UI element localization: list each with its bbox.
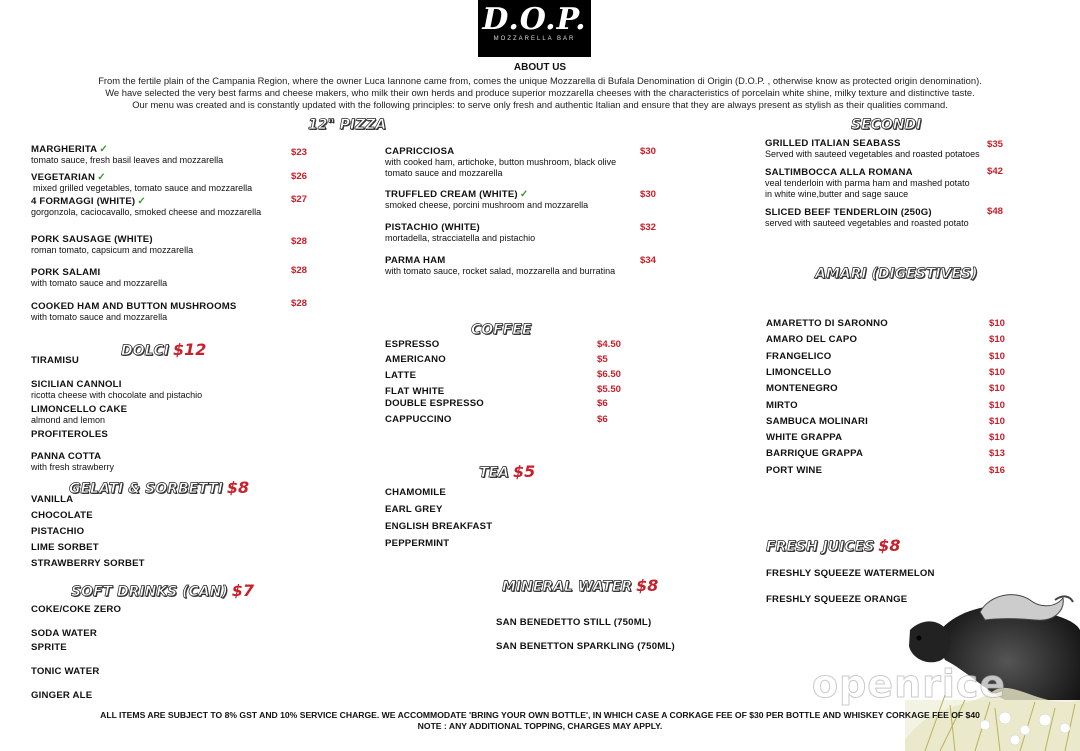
item-desc: in white wine,butter and sage sauce xyxy=(765,189,909,199)
logo-brand: D.O.P. xyxy=(482,2,587,37)
item-name: PISTACHIO (WHITE) xyxy=(385,222,480,233)
gelati-item: STRAWBERRY SORBET xyxy=(31,558,145,569)
item-desc: roman tomato, capsicum and mozzarella xyxy=(31,245,194,255)
item-price: $28 xyxy=(291,265,308,276)
mineral-water-item: SAN BENEDETTO STILL (750ML) xyxy=(496,617,652,628)
coffee-item: CAPPUCCINO xyxy=(385,414,452,425)
dolci-item: PANNA COTTA with fresh strawberry xyxy=(31,451,115,472)
juice-item: FRESHLY SQUEEZE ORANGE xyxy=(766,594,908,605)
amari-item: LIMONCELLO xyxy=(766,366,832,378)
item-desc: with tomato sauce, rocket salad, mozzarella and burratina xyxy=(385,266,616,276)
item-desc: smoked cheese, porcini mushroom and mozzarella xyxy=(385,200,589,210)
coffee-price: $6 xyxy=(597,414,608,425)
vegetarian-icon: ✓ xyxy=(99,144,108,155)
dolci-item: LIMONCELLO CAKE almond and lemon xyxy=(31,404,128,425)
juices-price: $8 xyxy=(878,536,901,555)
footer xyxy=(0,710,1080,732)
about-title: ABOUT US xyxy=(513,62,567,73)
menu-item xyxy=(385,146,616,179)
dolci-price: $12 xyxy=(172,340,207,359)
coffee-price: $5.50 xyxy=(597,384,622,395)
amari-item: WHITE GRAPPA xyxy=(766,432,843,444)
amari-item: MONTENEGRO xyxy=(766,383,838,395)
gelati-item: PISTACHIO xyxy=(31,526,85,537)
vegetarian-icon: ✓ xyxy=(137,196,146,207)
tea-item: ENGLISH BREAKFAST xyxy=(385,521,493,532)
about-line: We have selected the very best farms and cheese makers, who milk their own herds and produce superior mozzarella cheeses with the characteristics of porcelain white shine, milky texture and distinctive taste. xyxy=(105,87,975,98)
logo-sub: MOZZARELLA BAR xyxy=(493,36,576,42)
item-desc: tomato sauce, fresh basil leaves and mozzarella xyxy=(31,155,224,165)
menu-item xyxy=(385,189,588,211)
coffee-item: AMERICANO xyxy=(385,354,446,365)
menu-item xyxy=(765,167,970,200)
coffee-price: $4.50 xyxy=(597,339,622,350)
menu-item xyxy=(31,234,193,256)
item-name: PORK SAUSAGE (WHITE) xyxy=(31,234,153,245)
vegetarian-icon: ✓ xyxy=(97,172,106,183)
pizza-heading: 12" PIZZA xyxy=(308,117,387,133)
amari-item: AMARETTO DI SARONNO xyxy=(766,318,888,329)
amari-price: $10 xyxy=(989,334,1006,346)
item-name: 4 FORMAGGI (WHITE) xyxy=(31,196,136,207)
mineral-water-price: $8 xyxy=(636,576,659,595)
item-name: CAPRICCIOSA xyxy=(385,146,455,157)
menu-item xyxy=(765,207,969,229)
amari-item: MIRTO xyxy=(766,399,798,411)
amari-price: $10 xyxy=(989,366,1006,378)
dolci-item: TIRAMISU xyxy=(31,355,79,366)
item-price: $35 xyxy=(987,139,1004,150)
dolci-item: SICILIAN CANNOLI ricotta cheese with chocolate and pistachio xyxy=(31,379,203,400)
item-name: SALTIMBOCCA ALLA ROMANA xyxy=(765,167,913,178)
item-price: $26 xyxy=(291,171,308,182)
amari-price: $10 xyxy=(989,415,1006,427)
amari-price: $16 xyxy=(989,464,1006,476)
item-price: $32 xyxy=(640,222,657,233)
dolci-heading: DOLCI $12 xyxy=(121,340,207,359)
juice-item: FRESHLY SQUEEZE WATERMELON xyxy=(766,568,935,579)
item-desc: Served with sauteed vegetables and roasted potatoes xyxy=(765,149,980,159)
item-desc: gorgonzola, caciocavallo, smoked cheese and mozzarella xyxy=(31,207,262,217)
menu-item xyxy=(385,222,535,244)
item-desc: with cooked ham, artichoke, button mushroom, black olive xyxy=(385,157,617,167)
tea-item: PEPPERMINT xyxy=(385,538,450,549)
item-desc: with tomato sauce and mozzarella xyxy=(31,312,168,322)
tea-item: EARL GREY xyxy=(385,504,443,515)
item-price: $23 xyxy=(291,147,308,158)
menu-item xyxy=(31,144,223,166)
tea-item: CHAMOMILE xyxy=(385,487,446,498)
gelati-item: LIME SORBET xyxy=(31,542,99,553)
tea-price: $5 xyxy=(512,462,536,481)
item-desc: mixed grilled vegetables, tomato sauce and mozzarella xyxy=(33,183,253,193)
amari-item: AMARO DEL CAPO xyxy=(766,334,858,346)
amari-price: $10 xyxy=(989,432,1006,444)
soft-drink-item: SODA WATER xyxy=(31,628,97,639)
amari-price: $10 xyxy=(989,350,1006,362)
soft-drink-item: SPRITE xyxy=(31,642,67,653)
coffee-item: FLAT WHITE xyxy=(385,386,445,397)
amari-heading: AMARI (DIGESTIVES) xyxy=(815,266,978,282)
coffee-item: DOUBLE ESPRESSO xyxy=(385,398,484,409)
coffee-price: $6.50 xyxy=(597,369,622,380)
menu-item xyxy=(31,172,252,194)
item-desc: tomato sauce and mozzarella xyxy=(385,168,503,178)
coffee-price: $6 xyxy=(597,398,608,409)
mineral-water-heading: MINERAL WATER $8 xyxy=(502,576,659,595)
amari-item: FRANGELICO xyxy=(766,350,832,362)
menu-item xyxy=(31,196,261,218)
menu-item xyxy=(31,267,167,289)
menu-item xyxy=(765,138,980,160)
item-name: TRUFFLED CREAM (WHITE) xyxy=(385,189,518,200)
item-name: PORK SALAMI xyxy=(31,267,101,278)
gelati-item: CHOCOLATE xyxy=(31,510,93,521)
vegetarian-icon: ✓ xyxy=(519,189,529,200)
item-desc: veal tenderloin with parma ham and mashed potato xyxy=(765,178,970,188)
about-line: Our menu was created and is constantly updated with the following principles: to serve only fresh and authentic Italian and ensure that they are always present as stylish as their qualities command. xyxy=(132,99,948,110)
coffee-item: ESPRESSO xyxy=(385,339,440,350)
coffee-price: $5 xyxy=(597,354,608,365)
about-text xyxy=(90,75,990,111)
item-desc: mortadella, stracciatella and pistachio xyxy=(385,233,536,243)
item-price: $30 xyxy=(640,189,657,200)
openrice-watermark: openrice xyxy=(812,662,1007,706)
gelati-price: $8 xyxy=(226,478,250,497)
coffee-item: LATTE xyxy=(385,370,417,381)
soft-drink-item: GINGER ALE xyxy=(31,690,93,701)
secondi-heading: SECONDI xyxy=(851,117,922,133)
amari-item: PORT WINE xyxy=(766,464,823,476)
soft-drinks-heading: SOFT DRINKS (CAN) $7 xyxy=(71,581,254,600)
amari-price: $10 xyxy=(989,399,1006,411)
juices-heading: FRESH JUICES $8 xyxy=(766,536,901,555)
soft-drink-item: COKE/COKE ZERO xyxy=(31,604,122,615)
tea-heading: TEA $5 xyxy=(479,462,536,481)
item-price: $42 xyxy=(987,166,1004,177)
soft-drink-item: TONIC WATER xyxy=(31,666,100,677)
dolci-item: PROFITEROLES xyxy=(31,429,109,440)
menu-item xyxy=(385,255,615,277)
item-name: VEGETARIAN xyxy=(31,172,96,183)
item-price: $28 xyxy=(291,236,308,247)
item-price: $28 xyxy=(291,298,308,309)
item-price: $34 xyxy=(640,255,657,266)
item-price: $27 xyxy=(291,194,308,205)
item-desc: served with sauteed vegetables and roasted potato xyxy=(765,218,969,228)
soft-drinks-price: $7 xyxy=(231,581,254,600)
amari-price: $10 xyxy=(989,318,1006,329)
item-name: GRILLED ITALIAN SEABASS xyxy=(765,138,901,149)
item-price: $30 xyxy=(640,146,657,157)
item-name: COOKED HAM AND BUTTON MUSHROOMS xyxy=(31,301,237,312)
item-desc: with tomato sauce and mozzarella xyxy=(31,278,168,288)
about-line: From the fertile plain of the Campania Region, where the owner Luca Iannone came from, comes the unique Mozzarella di Bufala Denomination di Origin (D.O.P. , otherwise know as protected origin denomination). xyxy=(98,75,982,86)
footer-line: NOTE : ANY ADDITIONAL TOPPING, CHARGES MAY APPLY. xyxy=(417,721,663,731)
item-name: MARGHERITA xyxy=(31,144,98,155)
item-price: $48 xyxy=(987,206,1004,217)
gelati-item: VANILLA xyxy=(31,494,74,505)
gelati-heading: GELATI & SORBETTI $8 xyxy=(69,478,250,497)
amari-item: SAMBUCA MOLINARI xyxy=(766,415,868,427)
amari-item: BARRIQUE GRAPPA xyxy=(766,448,864,460)
item-name: PARMA HAM xyxy=(385,255,446,266)
item-name: SLICED BEEF TENDERLOIN (250G) xyxy=(765,207,932,218)
amari-price: $10 xyxy=(989,383,1006,395)
logo xyxy=(478,0,591,57)
menu-item xyxy=(31,301,237,323)
amari-price: $13 xyxy=(989,448,1006,460)
footer-line: ALL ITEMS ARE SUBJECT TO 8% GST AND 10% SERVICE CHARGE. WE ACCOMMODATE 'BRING YOUR OWN BOTTLE', IN WHICH CASE A CORKAGE FEE OF $30 PER BOTTLE AND WHISKEY CORKAGE FEE OF $40 xyxy=(100,710,980,720)
coffee-heading: COFFEE xyxy=(471,322,532,338)
mineral-water-item: SAN BENETTON SPARKLING (750ML) xyxy=(496,641,675,652)
